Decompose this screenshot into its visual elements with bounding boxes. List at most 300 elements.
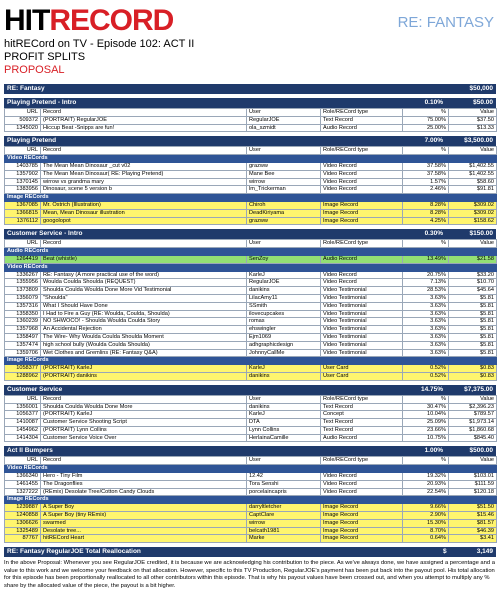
- record-url-link[interactable]: 1410087: [5, 419, 41, 427]
- column-header-row: [5, 240, 497, 248]
- record-role: Video Record: [321, 178, 403, 186]
- table-row: [5, 255, 497, 263]
- group-label: Video RECords: [5, 155, 497, 163]
- top-total-name: RE: Fantasy: [7, 85, 45, 92]
- record-title-link[interactable]: (PORTRAIT) KarleJ: [41, 365, 247, 373]
- record-role: Video Record: [321, 480, 403, 488]
- record-value: $5.81: [449, 341, 497, 349]
- header: [4, 4, 496, 76]
- record-percent: 15.30%: [403, 519, 449, 527]
- section-table: [4, 239, 497, 380]
- table-row: [5, 294, 497, 302]
- table-row: [5, 333, 497, 341]
- group-label: Image RECords: [5, 496, 497, 504]
- group-label: Image RECords: [5, 357, 497, 365]
- record-role: Video Record: [321, 279, 403, 287]
- section-title: Customer Service - Intro: [7, 230, 83, 238]
- table-row: [5, 318, 497, 326]
- record-percent: 22.54%: [403, 488, 449, 496]
- record-user-link[interactable]: HerlainaCamille: [247, 434, 321, 442]
- table-row: [5, 473, 497, 481]
- record-value: $1,402.55: [449, 170, 497, 178]
- record-user-link[interactable]: Mane Bee: [247, 170, 321, 178]
- record-percent: 37.58%: [403, 162, 449, 170]
- section-table: [4, 146, 497, 225]
- record-user-link[interactable]: 12.42: [247, 473, 321, 481]
- record-value: $5.81: [449, 310, 497, 318]
- record-user-link[interactable]: DTA: [247, 419, 321, 427]
- column-header-role: Role/RECord type: [321, 240, 403, 248]
- record-title-link[interactable]: NO SHWOCO! - Shoulda Woulda Coulda Story: [41, 318, 247, 326]
- record-role: User Card: [321, 365, 403, 373]
- group-header-row: [5, 248, 497, 256]
- record-percent: 1.57%: [403, 178, 449, 186]
- group-header-row: [5, 194, 497, 202]
- table-row: [5, 512, 497, 520]
- record-percent: 25.09%: [403, 419, 449, 427]
- record-value: $0.83: [449, 372, 497, 380]
- record-user-link[interactable]: danikins: [247, 287, 321, 295]
- record-url-link[interactable]: 1454962: [5, 426, 41, 434]
- record-title-link[interactable]: (PORTRAIT) Lynn Collins: [41, 426, 247, 434]
- record-url-link[interactable]: 1356001: [5, 403, 41, 411]
- record-value: $5.81: [449, 318, 497, 326]
- record-role: Audio Record: [321, 124, 403, 132]
- record-url-link[interactable]: 1056377: [5, 411, 41, 419]
- record-user-link[interactable]: danikins: [247, 372, 321, 380]
- table-row: [5, 201, 497, 209]
- record-title-link[interactable]: Hiccup Beat -Snipps are fun!: [41, 124, 247, 132]
- table-row: [5, 116, 497, 124]
- record-role: Text Record: [321, 116, 403, 124]
- section-percent: 0.10%: [424, 99, 443, 106]
- column-header-role: Role/RECord type: [321, 109, 403, 117]
- record-url-link[interactable]: 1359706: [5, 349, 41, 357]
- record-user-link[interactable]: KarleJ: [247, 411, 321, 419]
- record-url-link[interactable]: 1366340: [5, 473, 41, 481]
- table-row: [5, 186, 497, 194]
- record-url-link[interactable]: 1357316: [5, 302, 41, 310]
- group-header-row: [5, 496, 497, 504]
- record-value: $5.81: [449, 333, 497, 341]
- record-title-link[interactable]: Customer Service Shooting Script: [41, 419, 247, 427]
- record-role: Text Record: [321, 426, 403, 434]
- record-value: $91.81: [449, 186, 497, 194]
- top-total-value: $50,000: [469, 85, 493, 92]
- reallocation-amount: 3,149: [476, 548, 493, 556]
- section-percent: 7.00%: [424, 137, 443, 145]
- record-percent: 37.58%: [403, 170, 449, 178]
- record-title-link[interactable]: (PORTRAIT) RegularJOE: [41, 116, 247, 124]
- record-url-link[interactable]: 1357968: [5, 326, 41, 334]
- record-user-link[interactable]: DeadKiriyama: [247, 209, 321, 217]
- record-role: Video Record: [321, 170, 403, 178]
- record-user-link[interactable]: grazww: [247, 162, 321, 170]
- record-url-link[interactable]: 509372: [5, 116, 41, 124]
- section-title: Playing Pretend: [7, 137, 57, 145]
- record-percent: 3.63%: [403, 302, 449, 310]
- section-title-bar: [4, 229, 496, 239]
- record-user-link[interactable]: lm_Trickerman: [247, 186, 321, 194]
- record-role: Image Record: [321, 535, 403, 543]
- record-value: $111.59: [449, 480, 497, 488]
- record-percent: 4.25%: [403, 217, 449, 225]
- record-title-link[interactable]: (PORTRAIT) KarleJ: [41, 411, 247, 419]
- record-url-link[interactable]: 1367085: [5, 201, 41, 209]
- table-row: [5, 519, 497, 527]
- record-percent: 10.04%: [403, 411, 449, 419]
- record-url-link[interactable]: 1356079: [5, 294, 41, 302]
- record-title-link[interactable]: What I Should Have Done: [41, 302, 247, 310]
- record-title-link[interactable]: Beat (whistle): [41, 255, 247, 263]
- record-user-link[interactable]: grazww: [247, 217, 321, 225]
- record-title-link[interactable]: I Had to Fire a Guy (RE: Woulda, Coulda, Shoulda): [41, 310, 247, 318]
- record-percent: 3.63%: [403, 318, 449, 326]
- hitrecord-logo[interactable]: HITRECORD: [4, 4, 174, 37]
- group-header-row: [5, 263, 497, 271]
- record-user-link[interactable]: wirrow: [247, 519, 321, 527]
- column-header-user: User: [247, 395, 321, 403]
- table-row: [5, 271, 497, 279]
- record-percent: 30.47%: [403, 403, 449, 411]
- record-percent: 9.66%: [403, 504, 449, 512]
- record-url-link[interactable]: 1355956: [5, 279, 41, 287]
- record-value: $0.83: [449, 365, 497, 373]
- record-percent: 25.00%: [403, 124, 449, 132]
- table-row: [5, 287, 497, 295]
- record-url-link[interactable]: 1358497: [5, 333, 41, 341]
- record-url-link[interactable]: 1288962: [5, 372, 41, 380]
- record-url-link[interactable]: 1327222: [5, 488, 41, 496]
- record-url-link[interactable]: 1325489: [5, 527, 41, 535]
- column-header-url: URL: [5, 147, 41, 155]
- record-url-link[interactable]: 1336267: [5, 271, 41, 279]
- section-value: $500.00: [469, 447, 493, 455]
- record-role: Audio Record: [321, 255, 403, 263]
- record-percent: 2.46%: [403, 186, 449, 194]
- reallocation-currency: $: [443, 548, 447, 556]
- record-title-link[interactable]: Woulda Coulda Shoulda (REQUEST): [41, 279, 247, 287]
- column-header-record: Record: [41, 240, 247, 248]
- record-url-link[interactable]: 1240858: [5, 512, 41, 520]
- column-header-value: Value: [449, 395, 497, 403]
- record-title-link[interactable]: Dinosaur, scene 5 version b: [41, 186, 247, 194]
- record-value: $46.39: [449, 527, 497, 535]
- record-role: Text Record: [321, 403, 403, 411]
- record-user-link[interactable]: ilovecupcakes: [247, 310, 321, 318]
- record-user-link[interactable]: romas: [247, 318, 321, 326]
- record-percent: 8.28%: [403, 209, 449, 217]
- column-header-pct: %: [403, 147, 449, 155]
- column-header-row: [5, 109, 497, 117]
- section-table: [4, 456, 497, 543]
- table-row: [5, 403, 497, 411]
- record-url-link[interactable]: 1383956: [5, 186, 41, 194]
- record-value: $1,860.68: [449, 426, 497, 434]
- record-user-link[interactable]: porcelaincapris: [247, 488, 321, 496]
- record-role: Image Record: [321, 519, 403, 527]
- record-percent: 23.66%: [403, 426, 449, 434]
- section-percent: 0.30%: [424, 230, 443, 238]
- record-title-link[interactable]: hitRECord Heart: [41, 535, 247, 543]
- record-user-link[interactable]: SenZoy: [247, 255, 321, 263]
- record-role: Video Record: [321, 488, 403, 496]
- record-url-link[interactable]: 1239887: [5, 504, 41, 512]
- record-percent: 3.63%: [403, 294, 449, 302]
- record-role: Image Record: [321, 504, 403, 512]
- record-percent: 10.75%: [403, 434, 449, 442]
- section-value: $150.00: [469, 230, 493, 238]
- group-header-row: [5, 465, 497, 473]
- record-user-link[interactable]: SSmith: [247, 302, 321, 310]
- section-block: [4, 229, 496, 380]
- record-title-link[interactable]: An Accidental Rejection: [41, 326, 247, 334]
- table-row: [5, 504, 497, 512]
- section-title-bar: [4, 98, 496, 108]
- record-url-link[interactable]: 1376112: [5, 217, 41, 225]
- record-user-link[interactable]: LilacAmy11: [247, 294, 321, 302]
- record-user-link[interactable]: belcath1981: [247, 527, 321, 535]
- record-url-link[interactable]: 1360239: [5, 318, 41, 326]
- record-title-link[interactable]: Wet Clothes and Gremlins (RE: Fantasy Q&A): [41, 349, 247, 357]
- record-value: $21.58: [449, 255, 497, 263]
- record-url-link[interactable]: 1366815: [5, 209, 41, 217]
- column-header-row: [5, 395, 497, 403]
- record-percent: 2.90%: [403, 512, 449, 520]
- section-block: [4, 446, 496, 543]
- record-title-link[interactable]: Shoulda Coulda Woulda Done More: [41, 403, 247, 411]
- record-title-link[interactable]: swarmed: [41, 519, 247, 527]
- table-row: [5, 349, 497, 357]
- record-value: $5.81: [449, 302, 497, 310]
- column-header-url: URL: [5, 395, 41, 403]
- record-value: $33.20: [449, 271, 497, 279]
- record-role: Video Testimonial: [321, 318, 403, 326]
- table-row: [5, 124, 497, 132]
- record-title-link[interactable]: googolopot: [41, 217, 247, 225]
- record-user-link[interactable]: Marke: [247, 535, 321, 543]
- record-title-link[interactable]: high school bully (Woulda Coulda Shoulda): [41, 341, 247, 349]
- record-value: $158.62: [449, 217, 497, 225]
- record-title-link[interactable]: Mean, Mean Dinosaur illustration: [41, 209, 247, 217]
- record-percent: 19.32%: [403, 473, 449, 481]
- record-user-link[interactable]: danikins: [247, 403, 321, 411]
- record-value: $789.57: [449, 411, 497, 419]
- record-url-link[interactable]: 1306626: [5, 519, 41, 527]
- table-row: [5, 170, 497, 178]
- record-percent: 3.63%: [403, 310, 449, 318]
- record-title-link[interactable]: The Wire- Why Woulda Coulda Shoulda Moment: [41, 333, 247, 341]
- sections-container: [4, 98, 496, 543]
- record-value: $309.02: [449, 209, 497, 217]
- record-url-link[interactable]: 1264419: [5, 255, 41, 263]
- record-percent: 28.53%: [403, 287, 449, 295]
- record-title-link[interactable]: Desolate tree...: [41, 527, 247, 535]
- record-url-link[interactable]: 1373809: [5, 287, 41, 295]
- table-row: [5, 178, 497, 186]
- record-role: Concept: [321, 411, 403, 419]
- record-user-link[interactable]: RegularJOE: [247, 279, 321, 287]
- reallocation-total-bar: [4, 547, 496, 557]
- record-title-link[interactable]: RE: Fantasy (A more practical use of the word): [41, 271, 247, 279]
- record-user-link[interactable]: CaptClare: [247, 512, 321, 520]
- record-user-link[interactable]: Ejm1069: [247, 333, 321, 341]
- table-row: [5, 162, 497, 170]
- record-role: Video Testimonial: [321, 287, 403, 295]
- page-title: RE: FANTASY: [397, 14, 494, 31]
- column-header-url: URL: [5, 240, 41, 248]
- group-label: Video RECords: [5, 465, 497, 473]
- column-header-user: User: [247, 457, 321, 465]
- record-user-link[interactable]: Lynn Collins: [247, 426, 321, 434]
- table-row: [5, 434, 497, 442]
- record-user-link[interactable]: RegularJOE: [247, 116, 321, 124]
- record-title-link[interactable]: Shoulda Coulda Woulda Done More Vid Testimonial: [41, 287, 247, 295]
- column-header-row: [5, 457, 497, 465]
- record-url-link[interactable]: 1370145: [5, 178, 41, 186]
- record-url-link[interactable]: 1414304: [5, 434, 41, 442]
- record-role: Video Testimonial: [321, 302, 403, 310]
- record-user-link[interactable]: ola_szmidt: [247, 124, 321, 132]
- record-role: Video Testimonial: [321, 349, 403, 357]
- record-title-link[interactable]: "Shoulda": [41, 294, 247, 302]
- table-row: [5, 341, 497, 349]
- column-header-role: Role/RECord type: [321, 147, 403, 155]
- record-user-link[interactable]: KarleJ: [247, 365, 321, 373]
- record-value: $845.40: [449, 434, 497, 442]
- record-percent: 0.64%: [403, 535, 449, 543]
- record-value: $309.02: [449, 201, 497, 209]
- column-header-url: URL: [5, 109, 41, 117]
- record-role: Video Testimonial: [321, 294, 403, 302]
- record-value: $45.64: [449, 287, 497, 295]
- record-user-link[interactable]: Tora Senshi: [247, 480, 321, 488]
- record-percent: 8.28%: [403, 201, 449, 209]
- record-title-link[interactable]: (REmix) Desolate Tree/Cotton Candy Clouds: [41, 488, 247, 496]
- record-title-link[interactable]: Mr. Ostrich (Illustration): [41, 201, 247, 209]
- column-header-role: Role/RECord type: [321, 395, 403, 403]
- record-value: $37.50: [449, 116, 497, 124]
- record-role: Audio Record: [321, 434, 403, 442]
- table-row: [5, 217, 497, 225]
- record-title-link[interactable]: The Mean Mean Dinosaur( RE: Playing Pretend): [41, 170, 247, 178]
- record-role: Video Record: [321, 473, 403, 481]
- table-row: [5, 535, 497, 543]
- record-user-link[interactable]: JohnnyCallMe: [247, 349, 321, 357]
- section-block: [4, 385, 496, 443]
- table-row: [5, 426, 497, 434]
- section-value: $50.00: [473, 99, 493, 106]
- table-row: [5, 310, 497, 318]
- record-value: $58.60: [449, 178, 497, 186]
- group-header-row: [5, 155, 497, 163]
- record-url-link[interactable]: 1358350: [5, 310, 41, 318]
- record-value: $5.81: [449, 294, 497, 302]
- record-url-link[interactable]: 1403785: [5, 162, 41, 170]
- column-header-role: Role/RECord type: [321, 457, 403, 465]
- record-percent: 7.13%: [403, 279, 449, 287]
- profit-splits-label: PROFIT SPLITS: [4, 51, 86, 63]
- record-title-link[interactable]: A Super Boy (tiny REmix): [41, 512, 247, 520]
- record-url-link[interactable]: 1357474: [5, 341, 41, 349]
- record-title-link[interactable]: The Mean Mean Dinosaur _cut v02: [41, 162, 247, 170]
- record-title-link[interactable]: The Dragonflies: [41, 480, 247, 488]
- column-header-value: Value: [449, 147, 497, 155]
- group-header-row: [5, 357, 497, 365]
- record-user-link[interactable]: Chiroh: [247, 201, 321, 209]
- record-percent: 13.49%: [403, 255, 449, 263]
- record-user-link[interactable]: ehswingler: [247, 326, 321, 334]
- column-header-value: Value: [449, 109, 497, 117]
- record-percent: 20.93%: [403, 480, 449, 488]
- record-title-link[interactable]: A Super Boy: [41, 504, 247, 512]
- section-title: Playing Pretend - Intro: [7, 99, 77, 106]
- table-row: [5, 209, 497, 217]
- record-role: Video Testimonial: [321, 326, 403, 334]
- section-percent: 1.00%: [424, 447, 443, 455]
- record-percent: 0.52%: [403, 365, 449, 373]
- record-value: $1,402.55: [449, 162, 497, 170]
- section-percent: 14.75%: [420, 385, 443, 393]
- column-header-user: User: [247, 240, 321, 248]
- record-title-link[interactable]: Customer Service Voice Over: [41, 434, 247, 442]
- record-value: $5.81: [449, 349, 497, 357]
- record-user-link[interactable]: wirrow: [247, 178, 321, 186]
- column-header-row: [5, 147, 497, 155]
- record-role: Video Testimonial: [321, 341, 403, 349]
- record-percent: 20.75%: [403, 271, 449, 279]
- table-row: [5, 279, 497, 287]
- column-header-user: User: [247, 109, 321, 117]
- record-percent: 3.63%: [403, 341, 449, 349]
- record-title-link[interactable]: (PORTRAIT) danikins: [41, 372, 247, 380]
- record-url-link[interactable]: 1345020: [5, 124, 41, 132]
- episode-title: hitRECord on TV - Episode 102: ACT II: [4, 38, 195, 50]
- top-total-bar: [4, 84, 496, 94]
- record-title-link[interactable]: wirrow vs grandma mary: [41, 178, 247, 186]
- column-header-url: URL: [5, 457, 41, 465]
- record-role: Video Testimonial: [321, 310, 403, 318]
- record-url-link[interactable]: 87767: [5, 535, 41, 543]
- record-value: $15.46: [449, 512, 497, 520]
- record-url-link[interactable]: 1058377: [5, 365, 41, 373]
- table-row: [5, 527, 497, 535]
- column-header-pct: %: [403, 395, 449, 403]
- record-title-link[interactable]: Hero - Tiny Film: [41, 473, 247, 481]
- reallocation-total-label: RE: Fantasy RegularJOE Total Reallocation: [7, 548, 141, 556]
- section-title: Act II Bumpers: [7, 447, 53, 455]
- record-url-link[interactable]: 1357902: [5, 170, 41, 178]
- record-value: $5.81: [449, 326, 497, 334]
- record-role: Video Record: [321, 186, 403, 194]
- record-user-link[interactable]: darryltletcher: [247, 504, 321, 512]
- section-table: [4, 395, 497, 443]
- section-value: $7,375.00: [464, 385, 493, 393]
- column-header-user: User: [247, 147, 321, 155]
- record-role: Video Testimonial: [321, 333, 403, 341]
- table-row: [5, 488, 497, 496]
- record-role: Image Record: [321, 201, 403, 209]
- section-value: $3,500.00: [464, 137, 493, 145]
- record-url-link[interactable]: 1461455: [5, 480, 41, 488]
- column-header-pct: %: [403, 457, 449, 465]
- record-percent: 3.63%: [403, 333, 449, 341]
- section-title-bar: [4, 136, 496, 146]
- record-user-link[interactable]: KarleJ: [247, 271, 321, 279]
- column-header-value: Value: [449, 457, 497, 465]
- record-value: $10.70: [449, 279, 497, 287]
- record-user-link[interactable]: adhgraphicdesign: [247, 341, 321, 349]
